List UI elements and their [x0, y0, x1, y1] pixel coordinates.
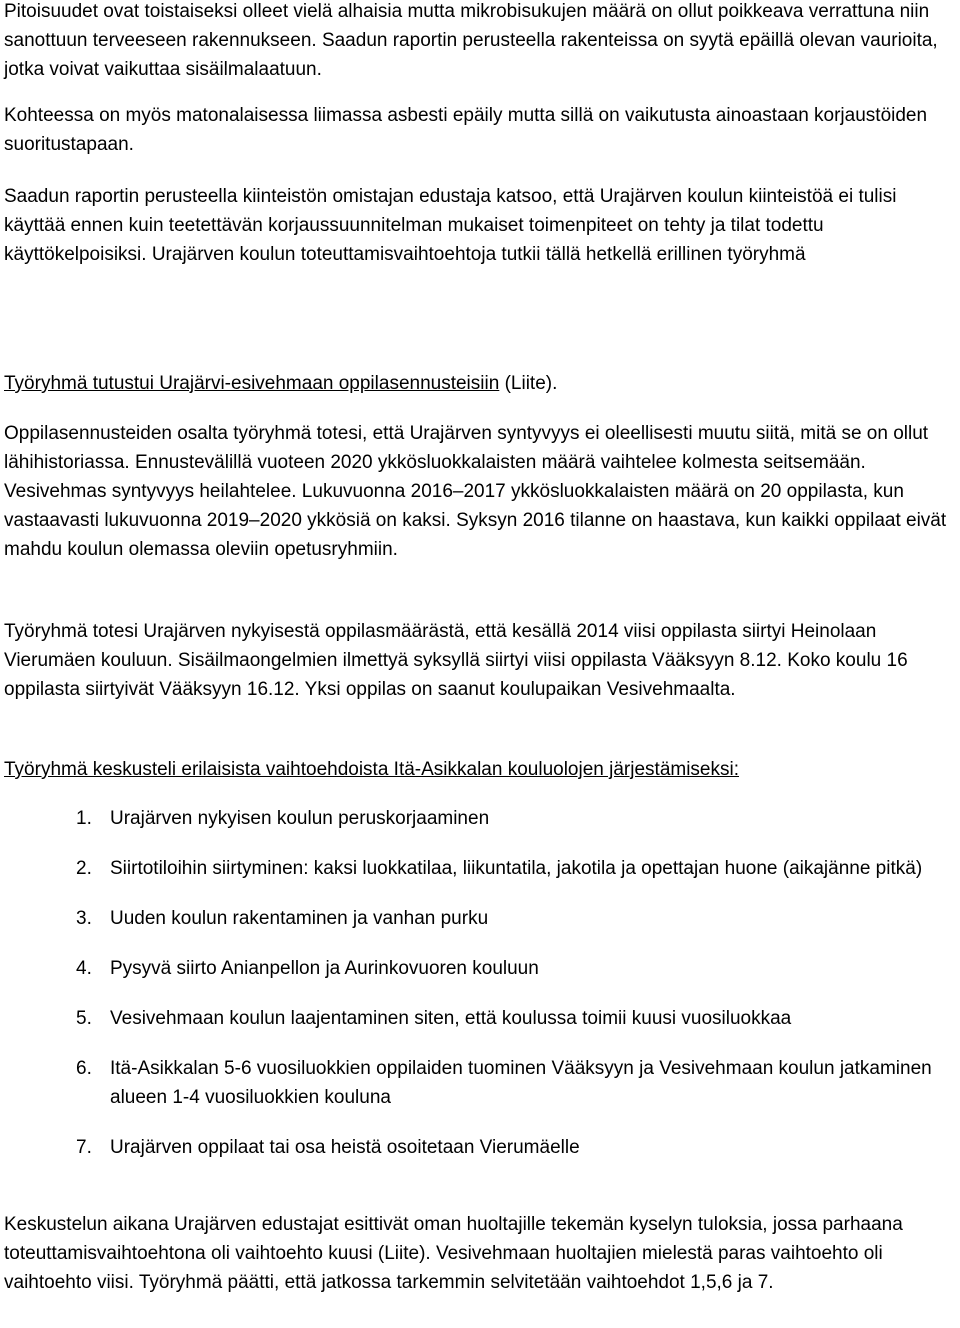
list-item-number: 1.: [76, 808, 92, 829]
paragraph-asbestos: Kohteessa on myös matonalaisessa liimassa asbesti epäily mutta sillä on vaikutusta ainoastaan korjaustöiden suoritustapaan.: [4, 105, 928, 155]
list-item-text: Uuden koulun rakentaminen ja vanhan purku: [110, 908, 489, 929]
list-item-text: Vesivehmaan koulun laajentaminen siten, että koulussa toimii kuusi vuosiluokkaa: [110, 1008, 792, 1029]
list-item: [4, 954, 956, 983]
paragraph-discussion: Keskustelun aikana Urajärven edustajat esittivät oman huoltajille tekemän kyselyn tuloksia, jossa parhaana toteuttamisvaihtoehtona oli vaihtoehto kuusi (Liite). Vesivehmaan huoltajien mielestä paras vaihtoehto oli vaihtoehto viisi. Työryhmä päätti, että jatkossa tarkemmin selvitetään vaihtoehdot 1,5,6 ja 7.: [4, 1214, 903, 1293]
forecast-appendix-text: (Liite).: [499, 373, 558, 394]
paragraph-air-quality: Pitoisuudet ovat toistaiseksi olleet vielä alhaisia mutta mikrobisukujen määrä on ollut poikkeava verrattuna niin sanottuun terveeseen rakennukseen. Saadun raportin perusteella rakenteissa on syytä epäillä olevan vaurioita, jotka voivat vaikuttaa sisäilmalaatuun.: [4, 1, 938, 80]
list-item: [4, 1004, 956, 1033]
paragraph-student-count: Työryhmä totesi Urajärven nykyisestä oppilasmäärästä, että kesällä 2014 viisi oppilasta siirtyi Heinolaan Vierumäen kouluun. Sisäilmaongelmien ilmettyä syksyllä siirtyi viisi oppilasta Vääksyyn 8.12. Koko koulu 16 oppilasta siirtyivät Vääksyyn 16.12. Yksi oppilas on saanut koulupaikan Vesivehmaalta.: [4, 621, 908, 700]
list-item-number: 6.: [76, 1058, 92, 1079]
list-item-number: 2.: [76, 858, 92, 879]
paragraph-owner-view: Saadun raportin perusteella kiinteistön omistajan edustaja katsoo, että Urajärven koulun kiinteistöä ei tulisi käyttää ennen kuin teetettävän korjaussuunnitelman mukaiset toimenpiteet on tehty ja tilat todettu käyttökelpoisiksi. Urajärven koulun toteuttamisvaihtoehtoja tutkii tällä hetkellä erillinen työryhmä: [4, 186, 897, 265]
forecast-link-text: Työryhmä tutustui Urajärvi-esivehmaan oppilasennusteisiin: [4, 373, 500, 394]
list-item: [4, 1054, 956, 1112]
list-item-number: 4.: [76, 958, 92, 979]
list-item-number: 5.: [76, 1008, 92, 1029]
list-item-text: Siirtotiloihin siirtyminen: kaksi luokkatilaa, liikuntatila, jakotila ja opettajan huone (aikajänne pitkä): [110, 858, 923, 879]
list-item: [4, 804, 956, 833]
list-item: [4, 904, 956, 933]
list-item: [4, 854, 956, 883]
paragraph-forecast-details: Oppilasennusteiden osalta työryhmä totesi, että Urajärven syntyvyys ei oleellisesti muutu siitä, mitä se on ollut lähihistoriassa. Ennustevälillä vuoteen 2020 ykkösluokkalaisten määrä vaihtelee kolmesta seitsemään. Vesivehmas syntyvyys heilahtelee. Lukuvuonna 2016–2017 ykkösluokkalaisten määrä on 20 oppilasta, kun vastaavasti lukuvuonna 2019–2020 ykkösiä on kaksi. Syksyn 2016 tilanne on haastava, kun kaikki oppilaat eivät mahdu koulun olemassa oleviin opetusryhmiin.: [4, 423, 947, 560]
options-heading: Työryhmä keskusteli erilaisista vaihtoehdoista Itä-Asikkalan kouluolojen järjestämiseksi:: [4, 759, 739, 780]
list-item-number: 7.: [76, 1137, 92, 1158]
list-item-text: Pysyvä siirto Anianpellon ja Aurinkovuoren kouluun: [110, 958, 539, 979]
options-list: [4, 804, 956, 1162]
paragraph-forecast-intro: [4, 369, 557, 398]
list-item-number: 3.: [76, 908, 92, 929]
list-item-text: Urajärven nykyisen koulun peruskorjaaminen: [110, 808, 490, 829]
list-item-text: Urajärven oppilaat tai osa heistä osoitetaan Vierumäelle: [110, 1137, 580, 1158]
list-item-text: Itä-Asikkalan 5-6 vuosiluokkien oppilaiden tuominen Vääksyyn ja Vesivehmaan koulun jatkaminen alueen 1-4 vuosiluokkien kouluna: [110, 1058, 932, 1108]
list-item: [4, 1133, 956, 1162]
